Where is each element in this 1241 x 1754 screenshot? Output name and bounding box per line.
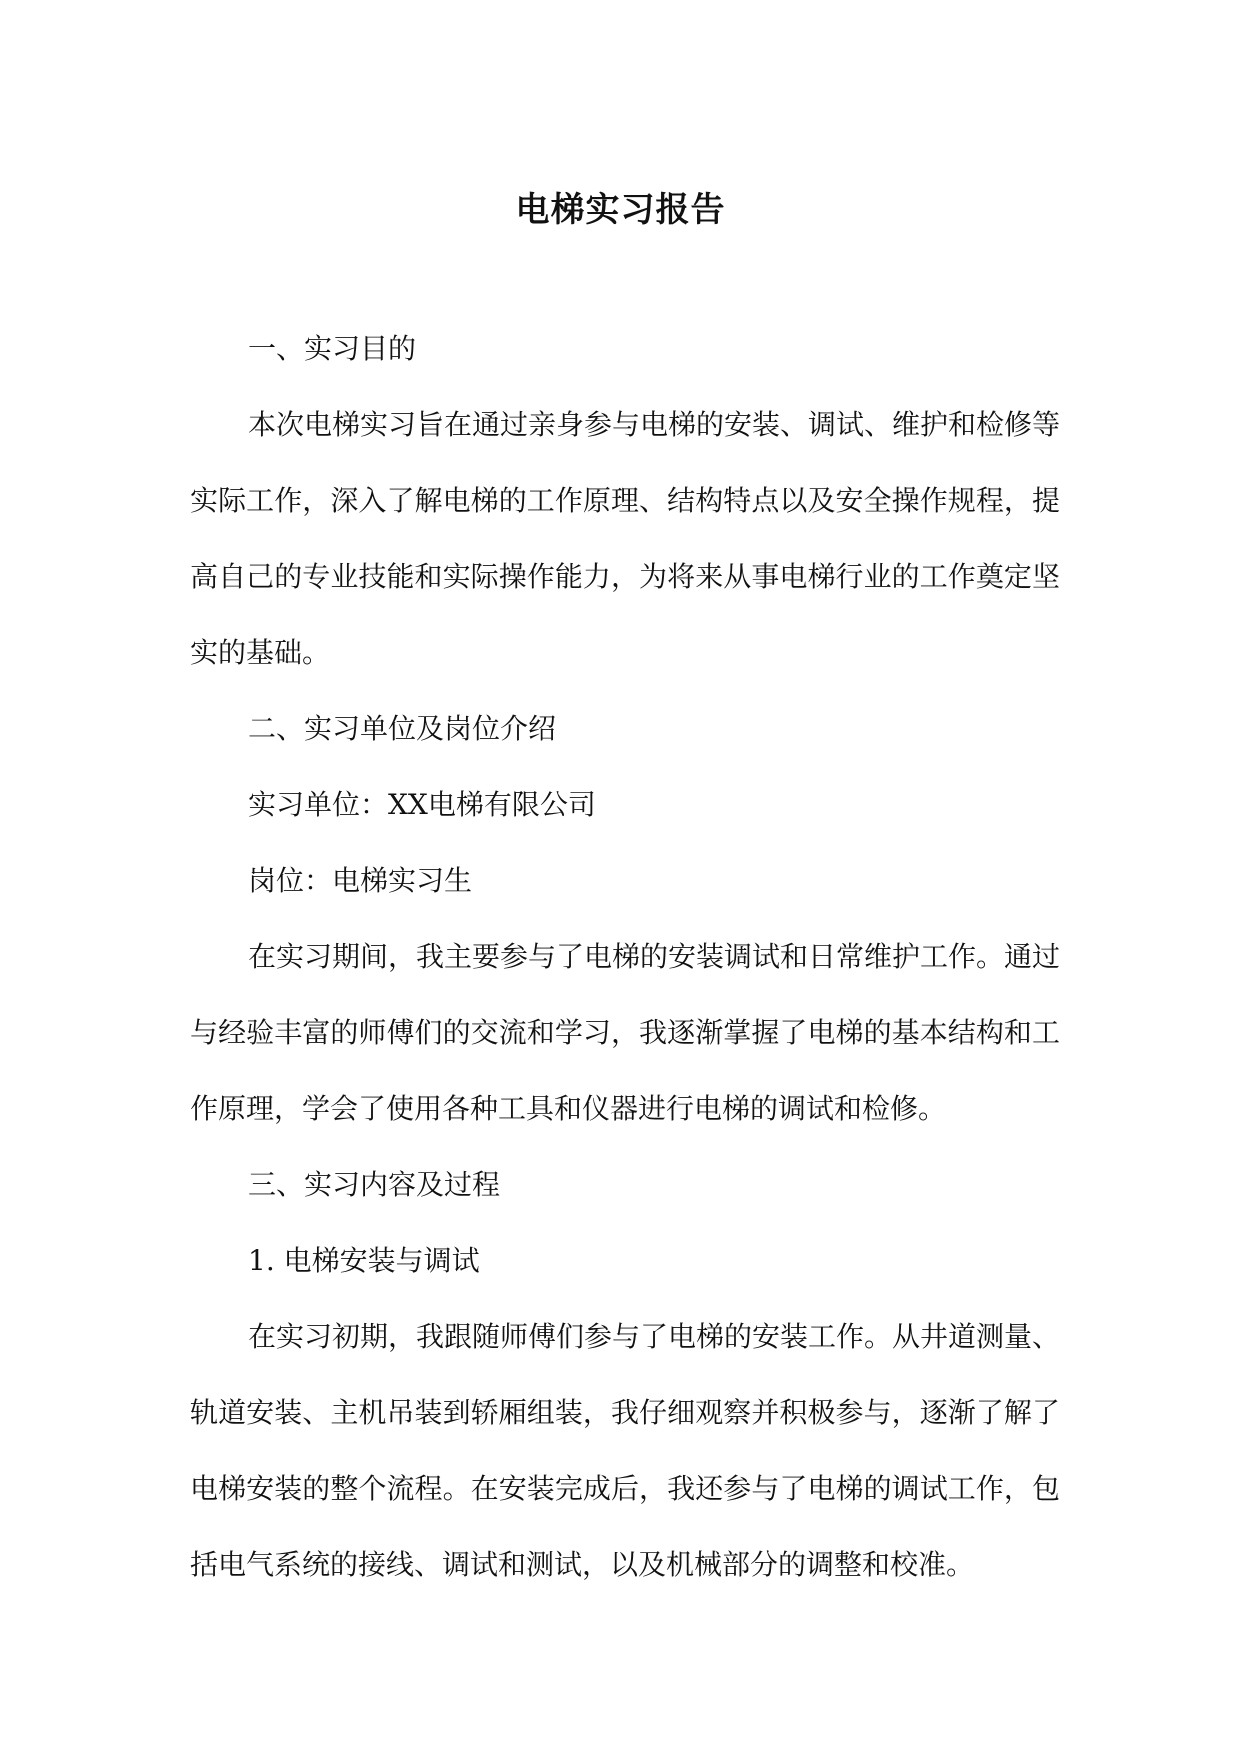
section-heading-purpose: 一、实习目的 [248,332,417,365]
section-heading-content: 三、实习内容及过程 [248,1168,501,1201]
section-heading-unit: 二、实习单位及岗位介绍 [248,712,557,745]
paragraph-purpose: 本次电梯实习旨在通过亲身参与电梯的安装、调试、维护和检修等实际工作，深入了解电梯的工作原理、结构特点以及安全操作规程，提高自己的专业技能和实际操作能力，为将来从事电梯行业的工作奠定坚实的基础。 [190,408,1061,669]
paragraph-installation: 在实习初期，我跟随师傅们参与了电梯的安装工作。从井道测量、轨道安装、主机吊装到轿厢组装，我仔细观察并积极参与，逐渐了解了电梯安装的整个流程。在安装完成后，我还参与了电梯的调试工作，包括电气系统的接线、调试和测试，以及机械部分的调整和校准。 [190,1320,1061,1581]
paragraph-duties: 在实习期间，我主要参与了电梯的安装调试和日常维护工作。通过与经验丰富的师傅们的交流和学习，我逐渐掌握了电梯的基本结构和工作原理，学会了使用各种工具和仪器进行电梯的调试和检修。 [190,940,1061,1125]
paragraph-position: 岗位：电梯实习生 [248,864,473,897]
subheading-installation: 1. 电梯安装与调试 [248,1244,480,1277]
document-title: 电梯实习报告 [515,190,726,230]
paragraph-unit-name: 实习单位：XX电梯有限公司 [248,788,596,821]
document-body [190,311,1060,1603]
